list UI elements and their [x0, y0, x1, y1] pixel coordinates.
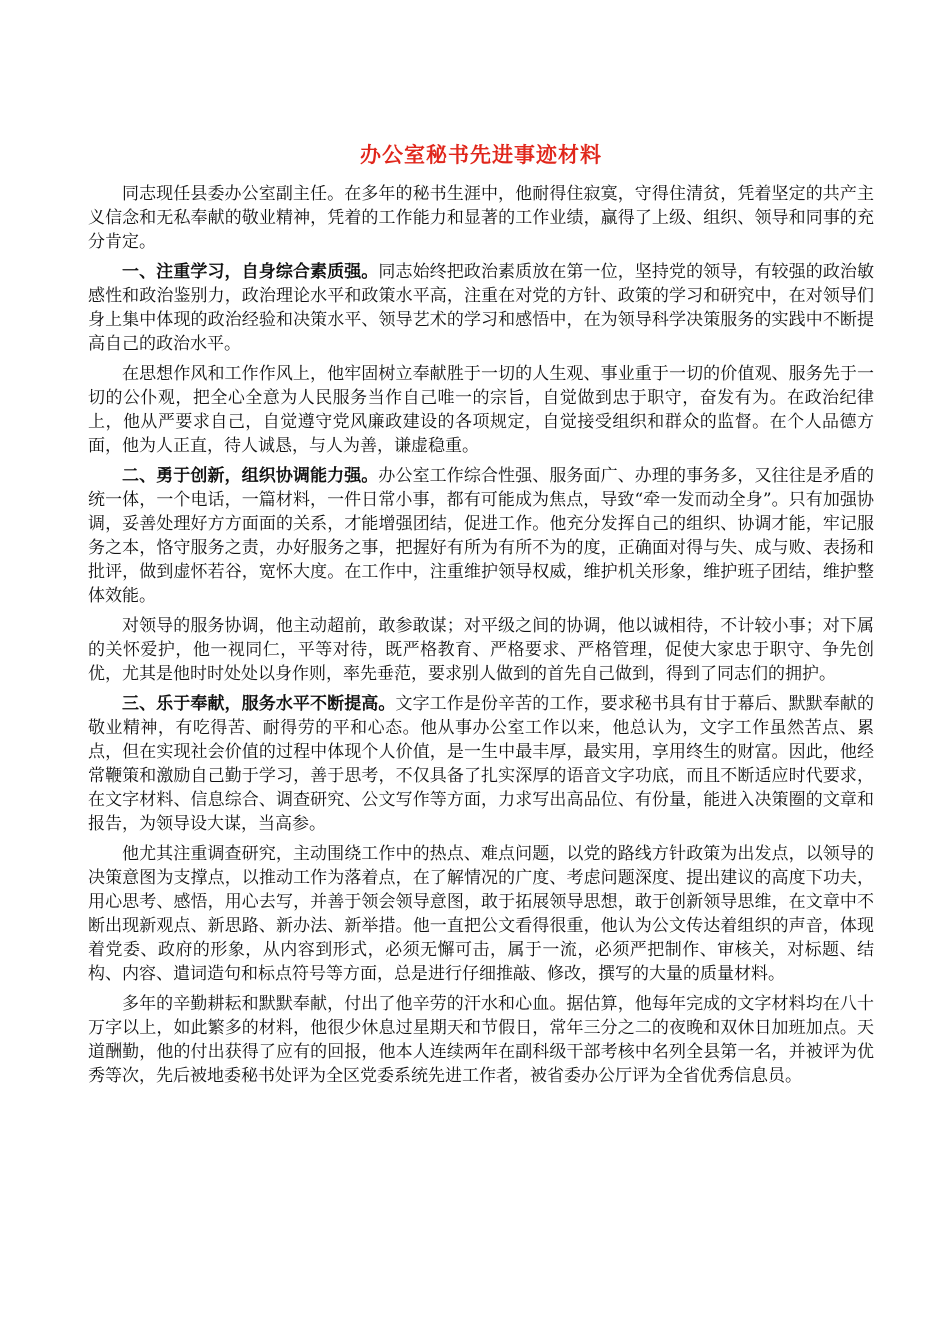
paragraph-text: 文字工作是份辛苦的工作，要求秘书具有甘于幕后、默默奉献的敬业精神，有吃得苦、耐得劳的平和心态。他从事办公室工作以来，他总认为，文字工作虽然苦点、累点，但在实现社会价值的过程中体现个人价值，是一生中最丰厚，最实用，享用终生的财富。因此，他经常鞭策和激励自己勤于学习，善于思考，不仅具备了扎实深厚的语音文字功底，而且不断适应时代要求，在文字材料、信息综合、调查研究、公文写作等方面，力求写出高品位、有份量，能进入决策圈的文章和报告，为领导设大谋，当高参。: [88, 694, 875, 834]
paragraph-work-style: [88, 362, 874, 458]
paragraph-text: 同志始终把政治素质放在第一位，坚持党的领导，有较强的政治敏感性和政治鉴别力，政治理论水平和政策水平高，注重在对党的方针、政策的学习和研究中，在对领导们身上集中体现的政治经验和决策水平、领导艺术的学习和感悟中，在为领导科学决策服务的实践中不断提高自己的政治水平。: [88, 262, 875, 354]
section-heading-innovation: 二、勇于创新，组织协调能力强。: [122, 466, 379, 486]
paragraph-section-1: [88, 260, 874, 356]
section-heading-study: 一、注重学习，自身综合素质强。: [122, 262, 379, 282]
paragraph-section-3: [88, 692, 874, 836]
paragraph-intro: [88, 182, 874, 254]
paragraph-text: 办公室工作综合性强、服务面广、办理的事务多，又往往是矛盾的统一体，一个电话，一篇材料，一件日常小事，都有可能成为焦点，导致“牵一发而动全身”。只有加强协调，妥善处理好方方面面的关系，才能增强团结，促进工作。他充分发挥自己的组织、协调才能，牢记服务之本，恪守服务之责，办好服务之事，把握好有所为有所不为的度，正确面对得与失、成与败、表扬和批评，做到虚怀若谷，宽怀大度。在工作中，注重维护领导权威，维护机关形象，维护班子团结，维护整体效能。: [88, 466, 875, 606]
paragraph-text: 对领导的服务协调，他主动超前，敢参敢谋；对平级之间的协调，他以诚相待，不计较小事；对下属的关怀爱护，他一视同仁，平等对待，既严格教育、严格要求、严格管理，促使大家忠于职守、争先创优，尤其是他时时处处以身作则，率先垂范，要求别人做到的首先自己做到，得到了同志们的拥护。: [88, 616, 874, 684]
paragraph-research: [88, 842, 874, 986]
document-title: 办公室秘书先进事迹材料: [360, 142, 602, 167]
paragraph-section-2: [88, 464, 874, 608]
document-page: [88, 140, 874, 1094]
paragraph-text: 他尤其注重调查研究，主动围绕工作中的热点、难点问题，以党的路线方针政策为出发点，以领导的决策意图为支撑点，以推动工作为落着点，在了解情况的广度、考虑问题深度、提出建议的高度下功夫，用心思考、感悟，用心去写，并善于领会领导意图，敢于拓展领导思想，敢于创新领导思维，在文章中不断出现新观点、新思路、新办法、新举措。他一直把公文看得很重，他认为公文传达着组织的声音，体现着党委、政府的形象，从内容到形式，必须无懈可击，属于一流，必须严把制作、审核关，对标题、结构、内容、遣词造句和标点符号等方面，总是进行仔细推敲、修改，撰写的大量的质量材料。: [88, 844, 874, 984]
paragraph-coordination: [88, 614, 874, 686]
paragraph-text: 同志现任县委办公室副主任。在多年的秘书生涯中，他耐得住寂寞，守得住清贫，凭着坚定的共产主义信念和无私奉献的敬业精神，凭着的工作能力和显著的工作业绩，赢得了上级、组织、领导和同事的充分肯定。: [88, 184, 874, 252]
paragraph-text: 在思想作风和工作作风上，他牢固树立奉献胜于一切的人生观、事业重于一切的价值观、服务先于一切的公仆观，把全心全意为人民服务当作自己唯一的宗旨，自觉做到忠于职守，奋发有为。在政治纪律上，他从严要求自己，自觉遵守党风廉政建设的各项规定，自觉接受组织和群众的监督。在个人品德方面，他为人正直，待人诚恳，与人为善，谦虚稳重。: [88, 364, 874, 456]
paragraph-achievements: [88, 992, 874, 1088]
section-heading-dedication: 三、乐于奉献，服务水平不断提高。: [122, 694, 396, 714]
paragraph-text: 多年的辛勤耕耘和默默奉献，付出了他辛劳的汗水和心血。据估算，他每年完成的文字材料均在八十万字以上，如此繁多的材料，他很少休息过星期天和节假日，常年三分之二的夜晚和双休日加班加点。天道酬勤，他的付出获得了应有的回报，他本人连续两年在副科级干部考核中名列全县第一名，并被评为优秀等次，先后被地委秘书处评为全区党委系统先进工作者，被省委办公厅评为全省优秀信息员。: [88, 994, 874, 1086]
